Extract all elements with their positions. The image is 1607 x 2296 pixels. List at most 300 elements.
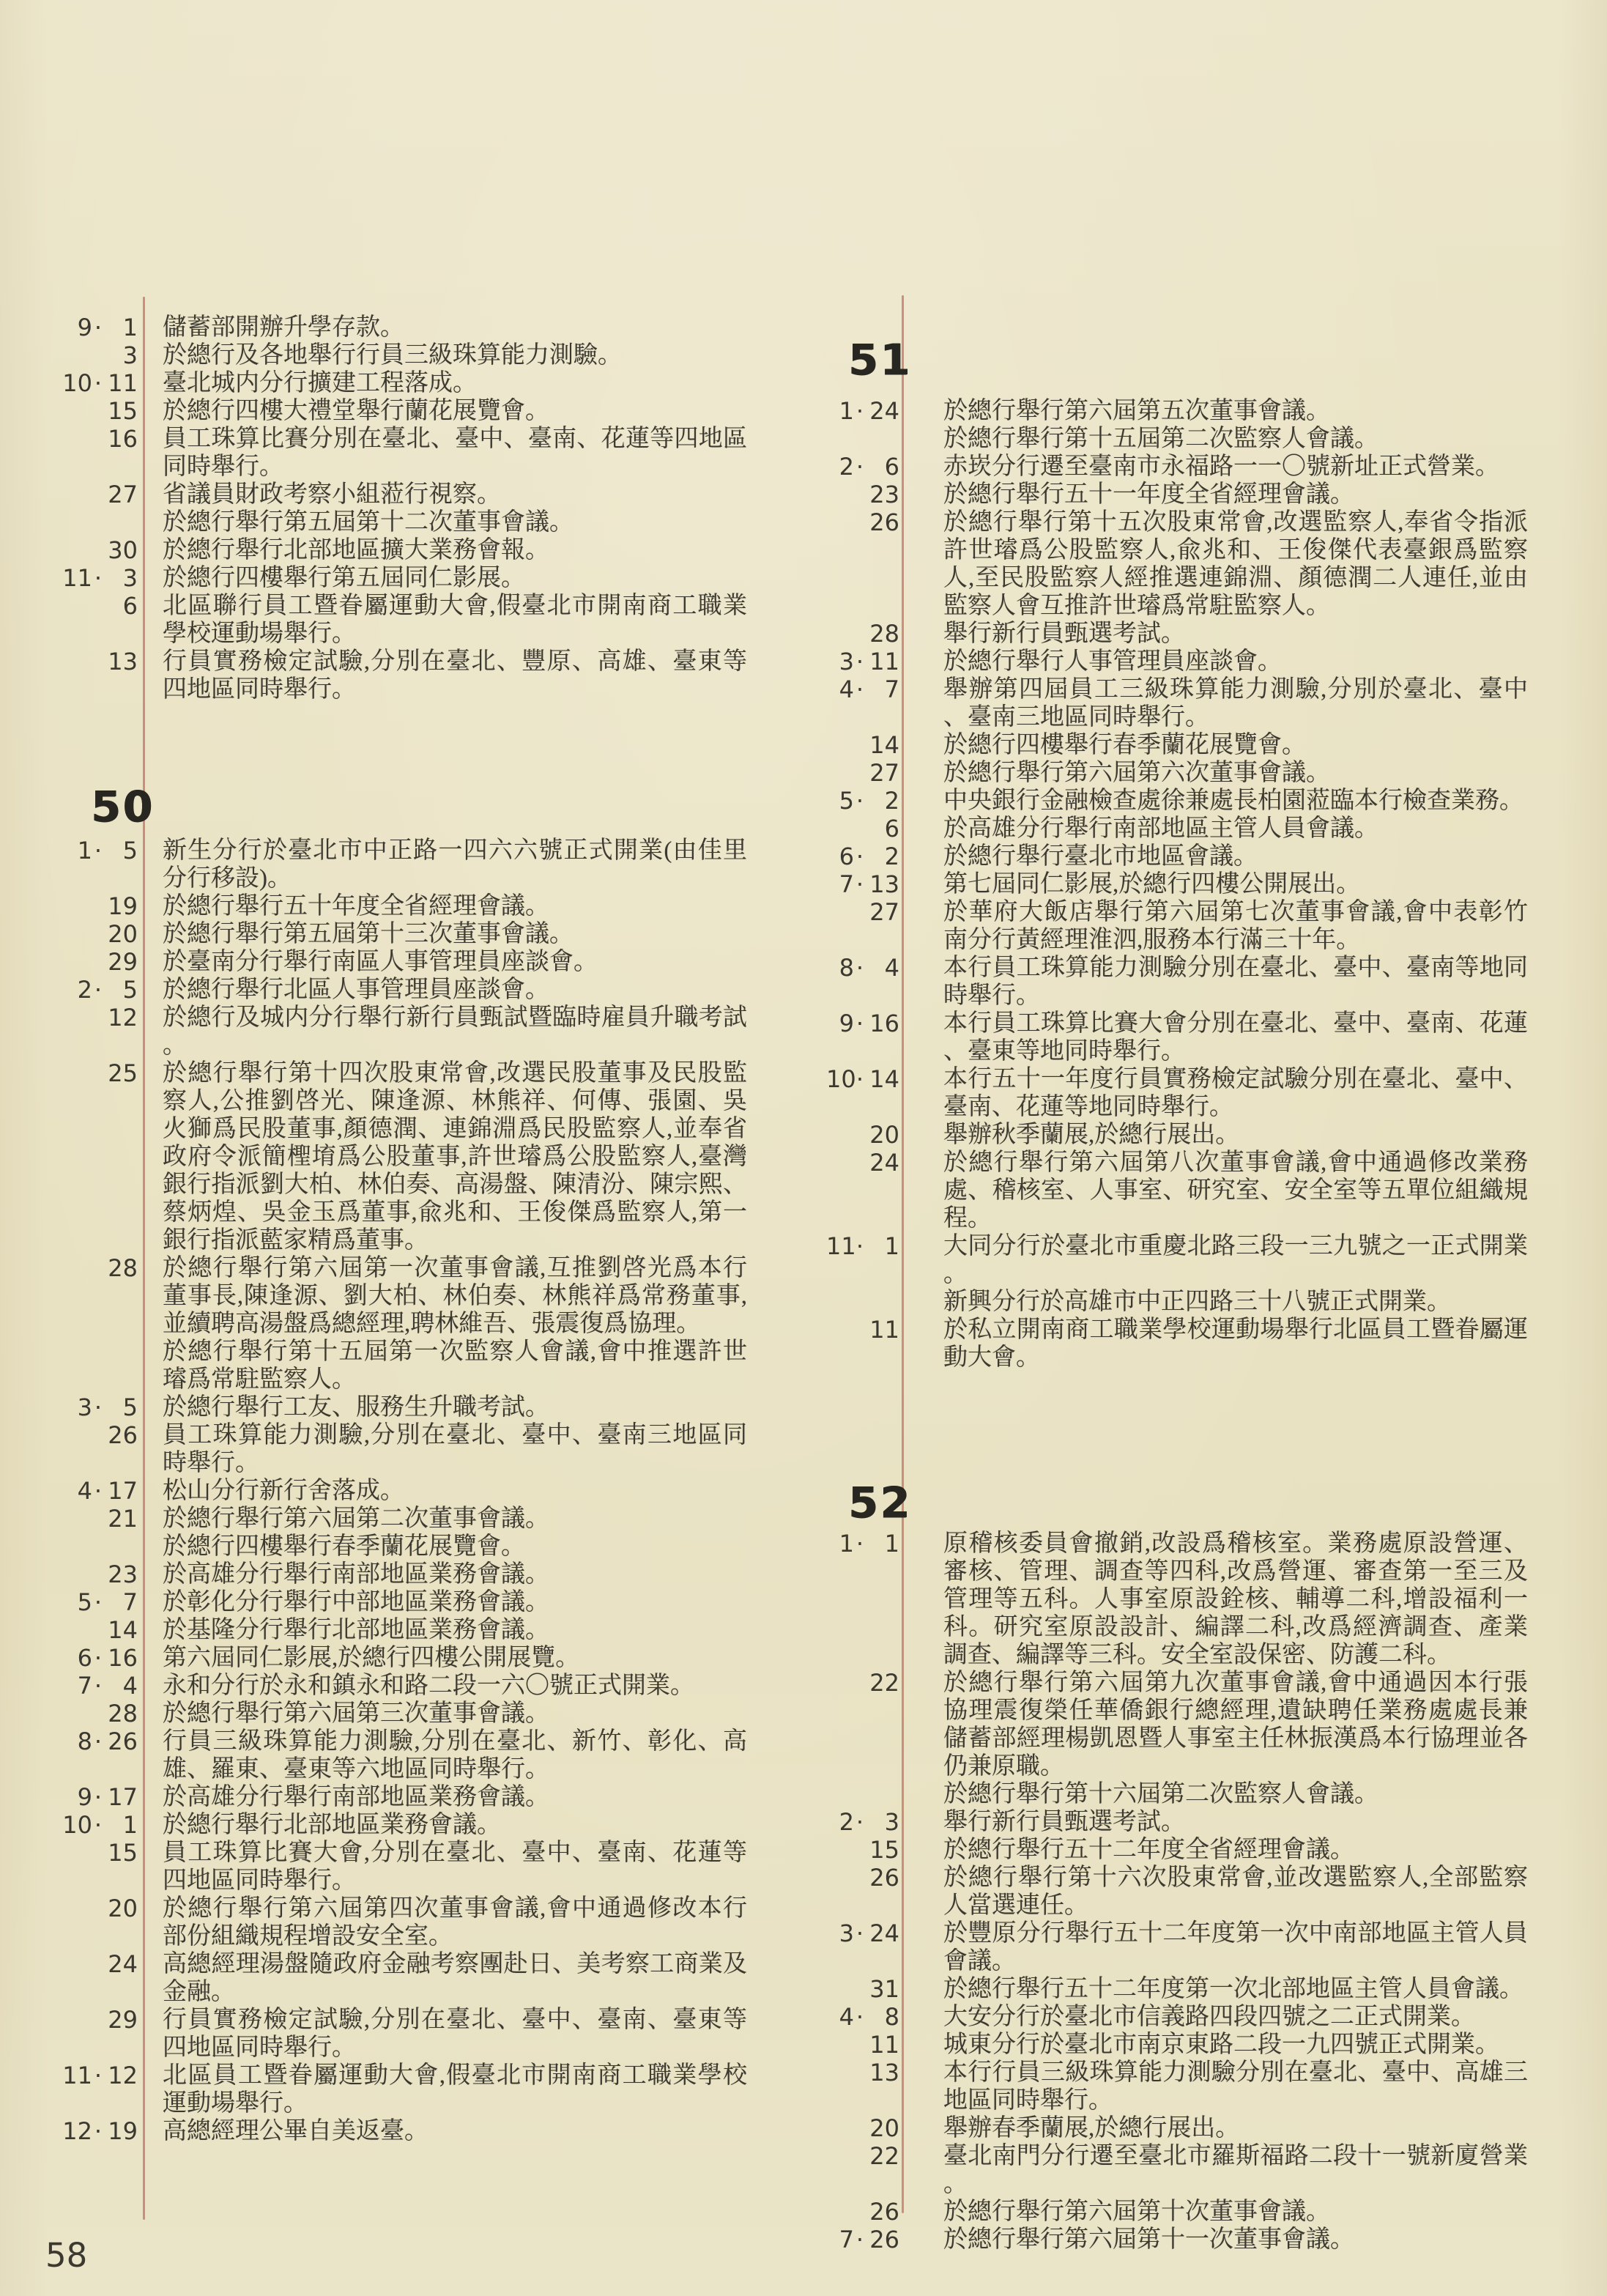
entry-paragraph: 行員實務檢定試驗,分別在臺北、臺中、臺南、臺東等四地區同時舉行。 [163,2007,747,2061]
entry-text [138,536,747,564]
entry-paragraph: 於豐原分行舉行五十二年度第一次中南部地區主管人員會議。 [943,1920,1528,1974]
date-separator-icon: · [856,870,864,898]
entry-month: 10 [62,369,92,397]
chronology-entry [826,1669,1528,1808]
entry-day: 24 [108,1950,138,1978]
entry-text [138,1700,747,1727]
date-separator-icon: · [856,2003,864,2031]
entry-text [138,1839,747,1895]
column-right [826,0,1528,2296]
entry-paragraph: 北區員工暨眷屬運動大會,假臺北市開南商工職業學校運動場舉行。 [163,2062,747,2117]
entry-text [138,1672,747,1700]
chronology-entry [44,948,747,976]
entry-paragraph: 於總行舉行第六屆第二次董事會議。 [163,1506,549,1532]
entry-day: 29 [108,948,138,976]
entry-paragraph: 於總行舉行五十年度全省經理會議。 [163,893,549,919]
entry-text [899,508,1528,620]
entry-text [138,1616,747,1644]
chronology-entry [826,1919,1528,1975]
entry-text [899,1808,1528,1836]
entry-paragraph: 於總行舉行第十六次股東常會,並改選監察人,全部監察人當選連任。 [943,1864,1528,1919]
entry-day: 14 [108,1616,138,1644]
year-section-51 [826,397,1528,1371]
entry-day: 26 [869,1864,899,1892]
entry-month: 8 [839,954,854,982]
chronology-entry [44,892,747,920]
entry-text [899,1232,1528,1316]
entry-paragraph: 於總行四樓大禮堂舉行蘭花展覽會。 [163,398,549,424]
entry-paragraph: 舉辦第四屆員工三級珠算能力測驗,分別於臺北、臺中、臺南三地區同時舉行。 [943,676,1528,730]
entry-paragraph: 本行行員三級珠算能力測驗分別在臺北、臺中、高雄三地區同時舉行。 [943,2059,1528,2114]
date-separator-icon: · [856,648,864,675]
entry-text [138,481,747,536]
chronology-entry [44,314,747,341]
chronology-entry [826,843,1528,870]
entry-day: 1 [884,1232,899,1260]
entry-day: 5 [122,976,138,1004]
entry-day: 11 [869,1316,899,1344]
chronology-entry [826,954,1528,1010]
entry-month: 4 [839,675,854,703]
entry-text [899,2226,1528,2254]
entry-month: 8 [77,1727,92,1755]
entry-day: 4 [122,1672,138,1700]
date-separator-icon: · [94,369,103,397]
entry-paragraph: 臺北南門分行遷至臺北市羅斯福路二段十一號新廈營業。 [943,2143,1528,2197]
chronology-entry [44,536,747,564]
entry-day: 21 [108,1505,138,1533]
chronology-entry [44,592,747,648]
entry-text [138,1895,747,1950]
entry-paragraph: 員工珠算比賽分別在臺北、臺中、臺南、花蓮等四地區同時舉行。 [163,426,747,480]
entry-day: 22 [869,1669,899,1697]
chronology-entry [44,1059,747,1254]
entry-month: 9 [77,314,92,341]
entry-paragraph: 新興分行於高雄市中正四路三十八號正式開業。 [943,1289,1451,1315]
date-separator-icon: · [94,564,103,592]
chronology-entry [44,1616,747,1644]
entry-text [899,1975,1528,2003]
entry-paragraph: 於總行舉行北部地區擴大業務會報。 [163,537,549,563]
date-separator-icon: · [856,397,864,425]
entry-day: 2 [884,843,899,870]
entry-day: 26 [869,508,899,536]
entry-paragraph: 本行五十一年度行員實務檢定試驗分別在臺北、臺中、臺南、花蓮等地同時舉行。 [943,1066,1528,1120]
entry-text [899,2059,1528,2114]
entry-day: 8 [884,2003,899,2031]
entry-paragraph: 於總行舉行人事管理員座談會。 [943,648,1282,675]
entry-paragraph: 高總經理公畢自美返臺。 [163,2118,428,2144]
entry-day: 25 [108,1059,138,1087]
date-separator-icon: · [94,976,103,1004]
date-separator-icon: · [856,1232,864,1260]
entry-paragraph: 於總行舉行五十二年度第一次北部地區主管人員會議。 [943,1976,1524,2002]
entry-day: 31 [869,1975,899,2003]
entry-paragraph: 行員三級珠算能力測驗,分別在臺北、新竹、彰化、高雄、羅東、臺東等六地區同時舉行。 [163,1728,747,1782]
entry-paragraph: 松山分行新行舍落成。 [163,1478,404,1504]
entry-month: 1 [839,1530,854,1558]
chronology-entry [826,1530,1528,1669]
chronology-entry [44,2006,747,2062]
entry-text [138,976,747,1004]
entry-text [138,564,747,592]
entry-text [899,2114,1528,2142]
date-separator-icon: · [856,1808,864,1836]
entry-day: 26 [869,2198,899,2226]
chronology-entry [826,620,1528,648]
entry-text [138,592,747,648]
entry-day: 15 [108,1839,138,1867]
entry-text [899,1065,1528,1121]
chronology-entry [826,508,1528,620]
entry-day: 1 [884,1530,899,1558]
chronology-entry [44,2117,747,2145]
entry-paragraph: 於高雄分行舉行南部地區業務會議。 [163,1784,549,1810]
entry-text [138,369,747,397]
entry-text [899,397,1528,453]
entry-paragraph: 於總行四樓舉行第五屆同仁影展。 [163,565,525,591]
entry-paragraph: 舉辦秋季蘭展,於總行展出。 [943,1122,1240,1148]
entry-paragraph: 大安分行於臺北市信義路四段四號之二正式開業。 [943,2004,1475,2030]
entry-paragraph: 於總行舉行臺北市地區會議。 [943,843,1258,870]
entry-month: 1 [77,837,92,864]
entry-text [899,1010,1528,1065]
entry-text [138,1393,747,1421]
date-separator-icon: · [856,1530,864,1558]
entry-text [138,1421,747,1477]
chronology-entry [44,1560,747,1588]
chronology-entry [44,648,747,703]
entry-paragraph: 舉辦春季蘭展,於總行展出。 [943,2115,1240,2141]
entry-paragraph: 第六屆同仁影展,於總行四樓公開展覽。 [163,1645,580,1671]
entry-paragraph: 於私立開南商工職業學校運動場舉行北區員工暨眷屬運動大會。 [943,1317,1528,1371]
entry-day: 16 [108,425,138,453]
chronology-entry [44,1505,747,1560]
date-separator-icon: · [94,1672,103,1700]
chronology-entry [44,481,747,536]
entry-paragraph: 北區聯行員工暨眷屬運動大會,假臺北市開南商工職業學校運動場舉行。 [163,593,747,647]
chronology-entry [826,815,1528,843]
entry-day: 3 [122,341,138,369]
entry-text [138,2062,747,2117]
chronology-entry [44,1783,747,1811]
chronology-entry [826,2226,1528,2254]
entry-day: 22 [869,2142,899,2170]
date-separator-icon: · [94,837,103,864]
entry-text [138,1950,747,2006]
date-separator-icon: · [94,1783,103,1811]
entry-text [138,1560,747,1588]
chronology-entry [44,920,747,948]
chronology-entry [826,1975,1528,2003]
entry-day: 5 [122,837,138,864]
entry-day: 12 [108,2062,138,2089]
date-separator-icon: · [856,1065,864,1093]
entry-paragraph: 永和分行於永和鎮永和路二段一六〇號正式開業。 [163,1673,694,1699]
entry-text [899,954,1528,1010]
entry-paragraph: 於總行舉行第五屆第十三次董事會議。 [163,921,574,947]
entry-paragraph: 於總行舉行第十五屆第二次監察人會議。 [943,426,1378,452]
entry-text [138,948,747,976]
year-header-50: 50 [91,782,155,832]
entry-paragraph: 於總行舉行第十五次股東常會,改選監察人,奉省令指派許世璿爲公股監察人,兪兆和、王俊傑代表臺銀爲監察人,至民股監察人經推選連錦淵、顏德潤二人連任,並由監察人會互推許世璿爲常駐監察人。 [943,509,1528,619]
date-separator-icon: · [94,2117,103,2145]
entry-month: 1 [839,397,854,425]
chronology-entry [826,759,1528,787]
chronology-entry [826,1149,1528,1232]
entry-day: 1 [122,314,138,341]
entry-text [899,675,1528,731]
chronology-entry [826,1316,1528,1371]
chronology-entry [826,731,1528,759]
chronology-entry [826,1232,1528,1316]
chronology-entry [44,564,747,592]
chronology-entry [826,1010,1528,1065]
entry-paragraph: 於總行舉行第十四次股東常會,改選民股董事及民股監察人,公推劉啓光、陳逢源、林熊祥、何傳、張園、吳火獅爲民股董事,顏德潤、連錦淵爲民股監察人,並奉省政府令派簡檉堉爲公股董事,許世璿爲公股監察人,臺灣銀行指派劉大柏、林伯奏、高湯盤、陳清汾、陳宗熙、蔡炳煌、吳金玉爲董事,兪兆和、王俊傑爲監察人,第一銀行指派藍家精爲董事。 [163,1060,747,1253]
chronology-entry [826,1065,1528,1121]
date-separator-icon: · [856,1010,864,1037]
chronology-entry [826,2059,1528,2114]
entry-paragraph: 於總行及各地舉行行員三級珠算能力測驗。 [163,342,622,369]
entry-day: 24 [869,1919,899,1947]
entry-day: 19 [108,892,138,920]
entry-day: 26 [108,1421,138,1449]
entry-paragraph: 於總行及城内分行舉行新行員甄試暨臨時雇員升職考試。 [163,1004,747,1059]
entry-day: 20 [869,1121,899,1149]
entry-month: 7 [839,2226,854,2254]
entry-paragraph: 於總行舉行第十五屆第一次監察人會議,會中推選許世璿爲常駐監察人。 [163,1338,747,1393]
entry-paragraph: 儲蓄部開辦升學存款。 [163,314,404,341]
entry-text [899,787,1528,815]
entry-paragraph: 於總行四樓舉行春季蘭花展覽會。 [943,732,1306,758]
entry-paragraph: 於基隆分行舉行北部地區業務會議。 [163,1617,549,1643]
entry-paragraph: 省議員財政考察小組蒞行視察。 [163,481,501,508]
entry-day: 13 [869,870,899,898]
chronology-entry [44,397,747,425]
chronology-entry [826,1808,1528,1836]
entry-day: 1 [122,1811,138,1839]
entry-paragraph: 於總行舉行第五屆第十二次董事會議。 [163,509,574,536]
entry-paragraph: 於彰化分行舉行中部地區業務會議。 [163,1589,549,1615]
entry-paragraph: 於總行舉行北部地區業務會議。 [163,1812,501,1838]
chronology-entry [826,870,1528,898]
date-separator-icon: · [94,2062,103,2089]
entry-paragraph: 赤崁分行遷至臺南市永福路一一〇號新址正式營業。 [943,453,1499,480]
entry-paragraph: 於總行舉行第六屆第五次董事會議。 [943,398,1330,424]
chronology-entry [44,1672,747,1700]
entry-text [899,648,1528,675]
entry-paragraph: 舉行新行員甄選考試。 [943,621,1185,647]
entry-day: 12 [108,1004,138,1032]
entry-day: 17 [108,1477,138,1505]
entry-month: 5 [77,1588,92,1616]
entry-month: 9 [77,1783,92,1811]
entry-text [138,1254,747,1393]
entry-month: 9 [839,1010,854,1037]
entry-day: 23 [108,1560,138,1588]
entry-month: 11 [62,2062,92,2089]
entry-day: 15 [108,397,138,425]
entry-month: 12 [62,2117,92,2145]
entry-paragraph: 於總行舉行第六屆第十一次董事會議。 [943,2226,1354,2253]
entry-day: 17 [108,1783,138,1811]
year-header-51: 51 [848,335,912,385]
chronology-entry [44,369,747,397]
entry-month: 3 [77,1393,92,1421]
entry-text [138,1004,747,1059]
chronology-entry [826,2031,1528,2059]
chronology-entry [826,2198,1528,2226]
entry-day: 27 [108,481,138,508]
chronology-entry [44,1895,747,1950]
date-separator-icon: · [94,1588,103,1616]
entry-text [138,1588,747,1616]
chronology-entry [44,1700,747,1727]
entry-day: 6 [122,592,138,620]
date-separator-icon: · [94,1811,103,1839]
date-separator-icon: · [856,1919,864,1947]
entry-text [899,898,1528,954]
entry-month: 2 [839,453,854,481]
entry-day: 20 [108,1895,138,1922]
entry-paragraph: 於總行舉行第六屆第六次董事會議。 [943,760,1330,786]
year-section-continued [44,314,747,703]
entry-day: 27 [869,759,899,787]
entry-day: 14 [869,1065,899,1093]
entry-paragraph: 於總行舉行第六屆第三次董事會議。 [163,1700,549,1727]
entry-month: 4 [77,1477,92,1505]
chronology-entry [44,1393,747,1421]
entry-text [899,2198,1528,2226]
entry-text [138,314,747,341]
entry-text [899,1121,1528,1149]
entry-day: 20 [869,2114,899,2142]
entry-day: 30 [108,536,138,564]
year-section-52 [826,1530,1528,2254]
chronology-entry [826,898,1528,954]
entry-text [899,2142,1528,2198]
chronology-entry [44,1477,747,1505]
chronology-entry [44,1811,747,1839]
entry-text [138,1783,747,1811]
entry-paragraph: 於高雄分行舉行南部地區主管人員會議。 [943,815,1378,842]
entry-month: 4 [839,2003,854,2031]
entry-month: 7 [77,1672,92,1700]
entry-text [899,1530,1528,1669]
entry-day: 20 [108,920,138,948]
entry-month: 7 [839,870,854,898]
entry-month: 2 [77,976,92,1004]
date-separator-icon: · [94,1477,103,1505]
entry-paragraph: 於總行舉行工友、服務生升職考試。 [163,1394,549,1421]
entry-text [899,481,1528,508]
entry-text [899,2031,1528,2059]
entry-paragraph: 於總行舉行第六屆第八次董事會議,會中通過修改業務處、稽核室、人事室、研究室、安全室等五單位組織規程。 [943,1149,1528,1232]
chronology-entry [44,1644,747,1672]
entry-text [138,892,747,920]
date-separator-icon: · [856,954,864,982]
entry-day: 11 [869,648,899,675]
entry-day: 27 [869,898,899,926]
date-separator-icon: · [94,1393,103,1421]
entry-text [138,837,747,892]
date-separator-icon: · [94,1727,103,1755]
chronology-entry [826,1864,1528,1919]
date-separator-icon: · [856,2226,864,2254]
entry-text [899,1669,1528,1808]
entry-text [899,843,1528,870]
entry-text [138,1059,747,1254]
entry-paragraph: 高總經理湯盤隨政府金融考察團赴日、美考察工商業及金融。 [163,1951,747,2005]
entry-paragraph: 於高雄分行舉行南部地區業務會議。 [163,1561,549,1588]
entry-day: 28 [108,1700,138,1727]
year-section-50 [44,837,747,2145]
entry-text [899,731,1528,759]
entry-month: 2 [839,1808,854,1836]
entry-text [138,2117,747,2145]
entry-paragraph: 第七屆同仁影展,於總行四樓公開展出。 [943,871,1361,897]
entry-day: 7 [884,675,899,703]
chronology-entry [826,2142,1528,2198]
entry-text [138,1727,747,1783]
chronology-entry [44,1588,747,1616]
chronology-entry [826,481,1528,508]
entry-text [138,341,747,369]
entry-paragraph: 於總行舉行北區人事管理員座談會。 [163,977,549,1003]
entry-paragraph: 行員實務檢定試驗,分別在臺北、豐原、高雄、臺東等四地區同時舉行。 [163,648,747,703]
entry-paragraph: 員工珠算比賽大會,分別在臺北、臺中、臺南、花蓮等四地區同時舉行。 [163,1840,747,1894]
entry-month: 10 [826,1065,856,1093]
entry-day: 26 [869,2226,899,2254]
entry-text [899,620,1528,648]
entry-day: 11 [869,2031,899,2059]
entry-text [138,425,747,481]
chronology-entry [826,2003,1528,2031]
entry-day: 2 [884,787,899,815]
entry-text [899,1149,1528,1232]
entry-text [138,1811,747,1839]
entry-month: 3 [839,648,854,675]
chronology-entry [44,1004,747,1059]
entry-day: 6 [884,815,899,843]
column-left [44,0,747,2296]
entry-text [899,759,1528,787]
chronology-entry [826,453,1528,481]
entry-day: 29 [108,2006,138,2034]
chronology-entry [44,1950,747,2006]
entry-paragraph: 新生分行於臺北市中正路一四六六號正式開業(由佳里分行移設)。 [163,837,747,892]
entry-paragraph: 於總行舉行五十一年度全省經理會議。 [943,481,1354,508]
entry-paragraph: 臺北城内分行擴建工程落成。 [163,370,477,396]
entry-paragraph: 於總行舉行第六屆第一次董事會議,互推劉啓光爲本行董事長,陳逢源、劉大柏、林伯奏、林熊祥爲常務董事,並續聘高湯盤爲總經理,聘林維吾、張震復爲協理。 [163,1255,747,1337]
chronology-entry [826,787,1528,815]
entry-paragraph: 原稽核委員會撤銷,改設爲稽核室。業務處原設營運、審核、管理、調查等四科,改爲營運、審查第一至三及管理等五科。人事室原設銓核、輔導二科,增設福利一科。研究室原設設計、編譯二科,改爲經濟調查、產業調查、編譯等三科。安全室設保密、防護二科。 [943,1530,1528,1668]
entry-paragraph: 於總行舉行第十六屆第二次監察人會議。 [943,1781,1378,1807]
entry-text [899,1864,1528,1919]
entry-paragraph: 於總行舉行第六屆第九次董事會議,會中通過因本行張協理震復榮任華僑銀行總經理,遺缺聘任業務處處長兼儲蓄部經理楊凱恩暨人事室主任林振漢爲本行協理並各仍兼原職。 [943,1670,1528,1780]
entry-paragraph: 於臺南分行舉行南區人事管理員座談會。 [163,949,598,975]
entry-paragraph: 本行員工珠算能力測驗分別在臺北、臺中、臺南等地同時舉行。 [943,955,1528,1009]
entry-paragraph: 大同分行於臺北市重慶北路三段一三九號之一正式開業。 [943,1233,1528,1287]
entry-day: 13 [869,2059,899,2086]
entry-day: 24 [869,1149,899,1177]
chronology-entry [44,425,747,481]
entry-month: 6 [839,843,854,870]
entry-day: 28 [108,1254,138,1282]
entry-text [899,1919,1528,1975]
entry-day: 26 [108,1727,138,1755]
entry-day: 24 [869,397,899,425]
